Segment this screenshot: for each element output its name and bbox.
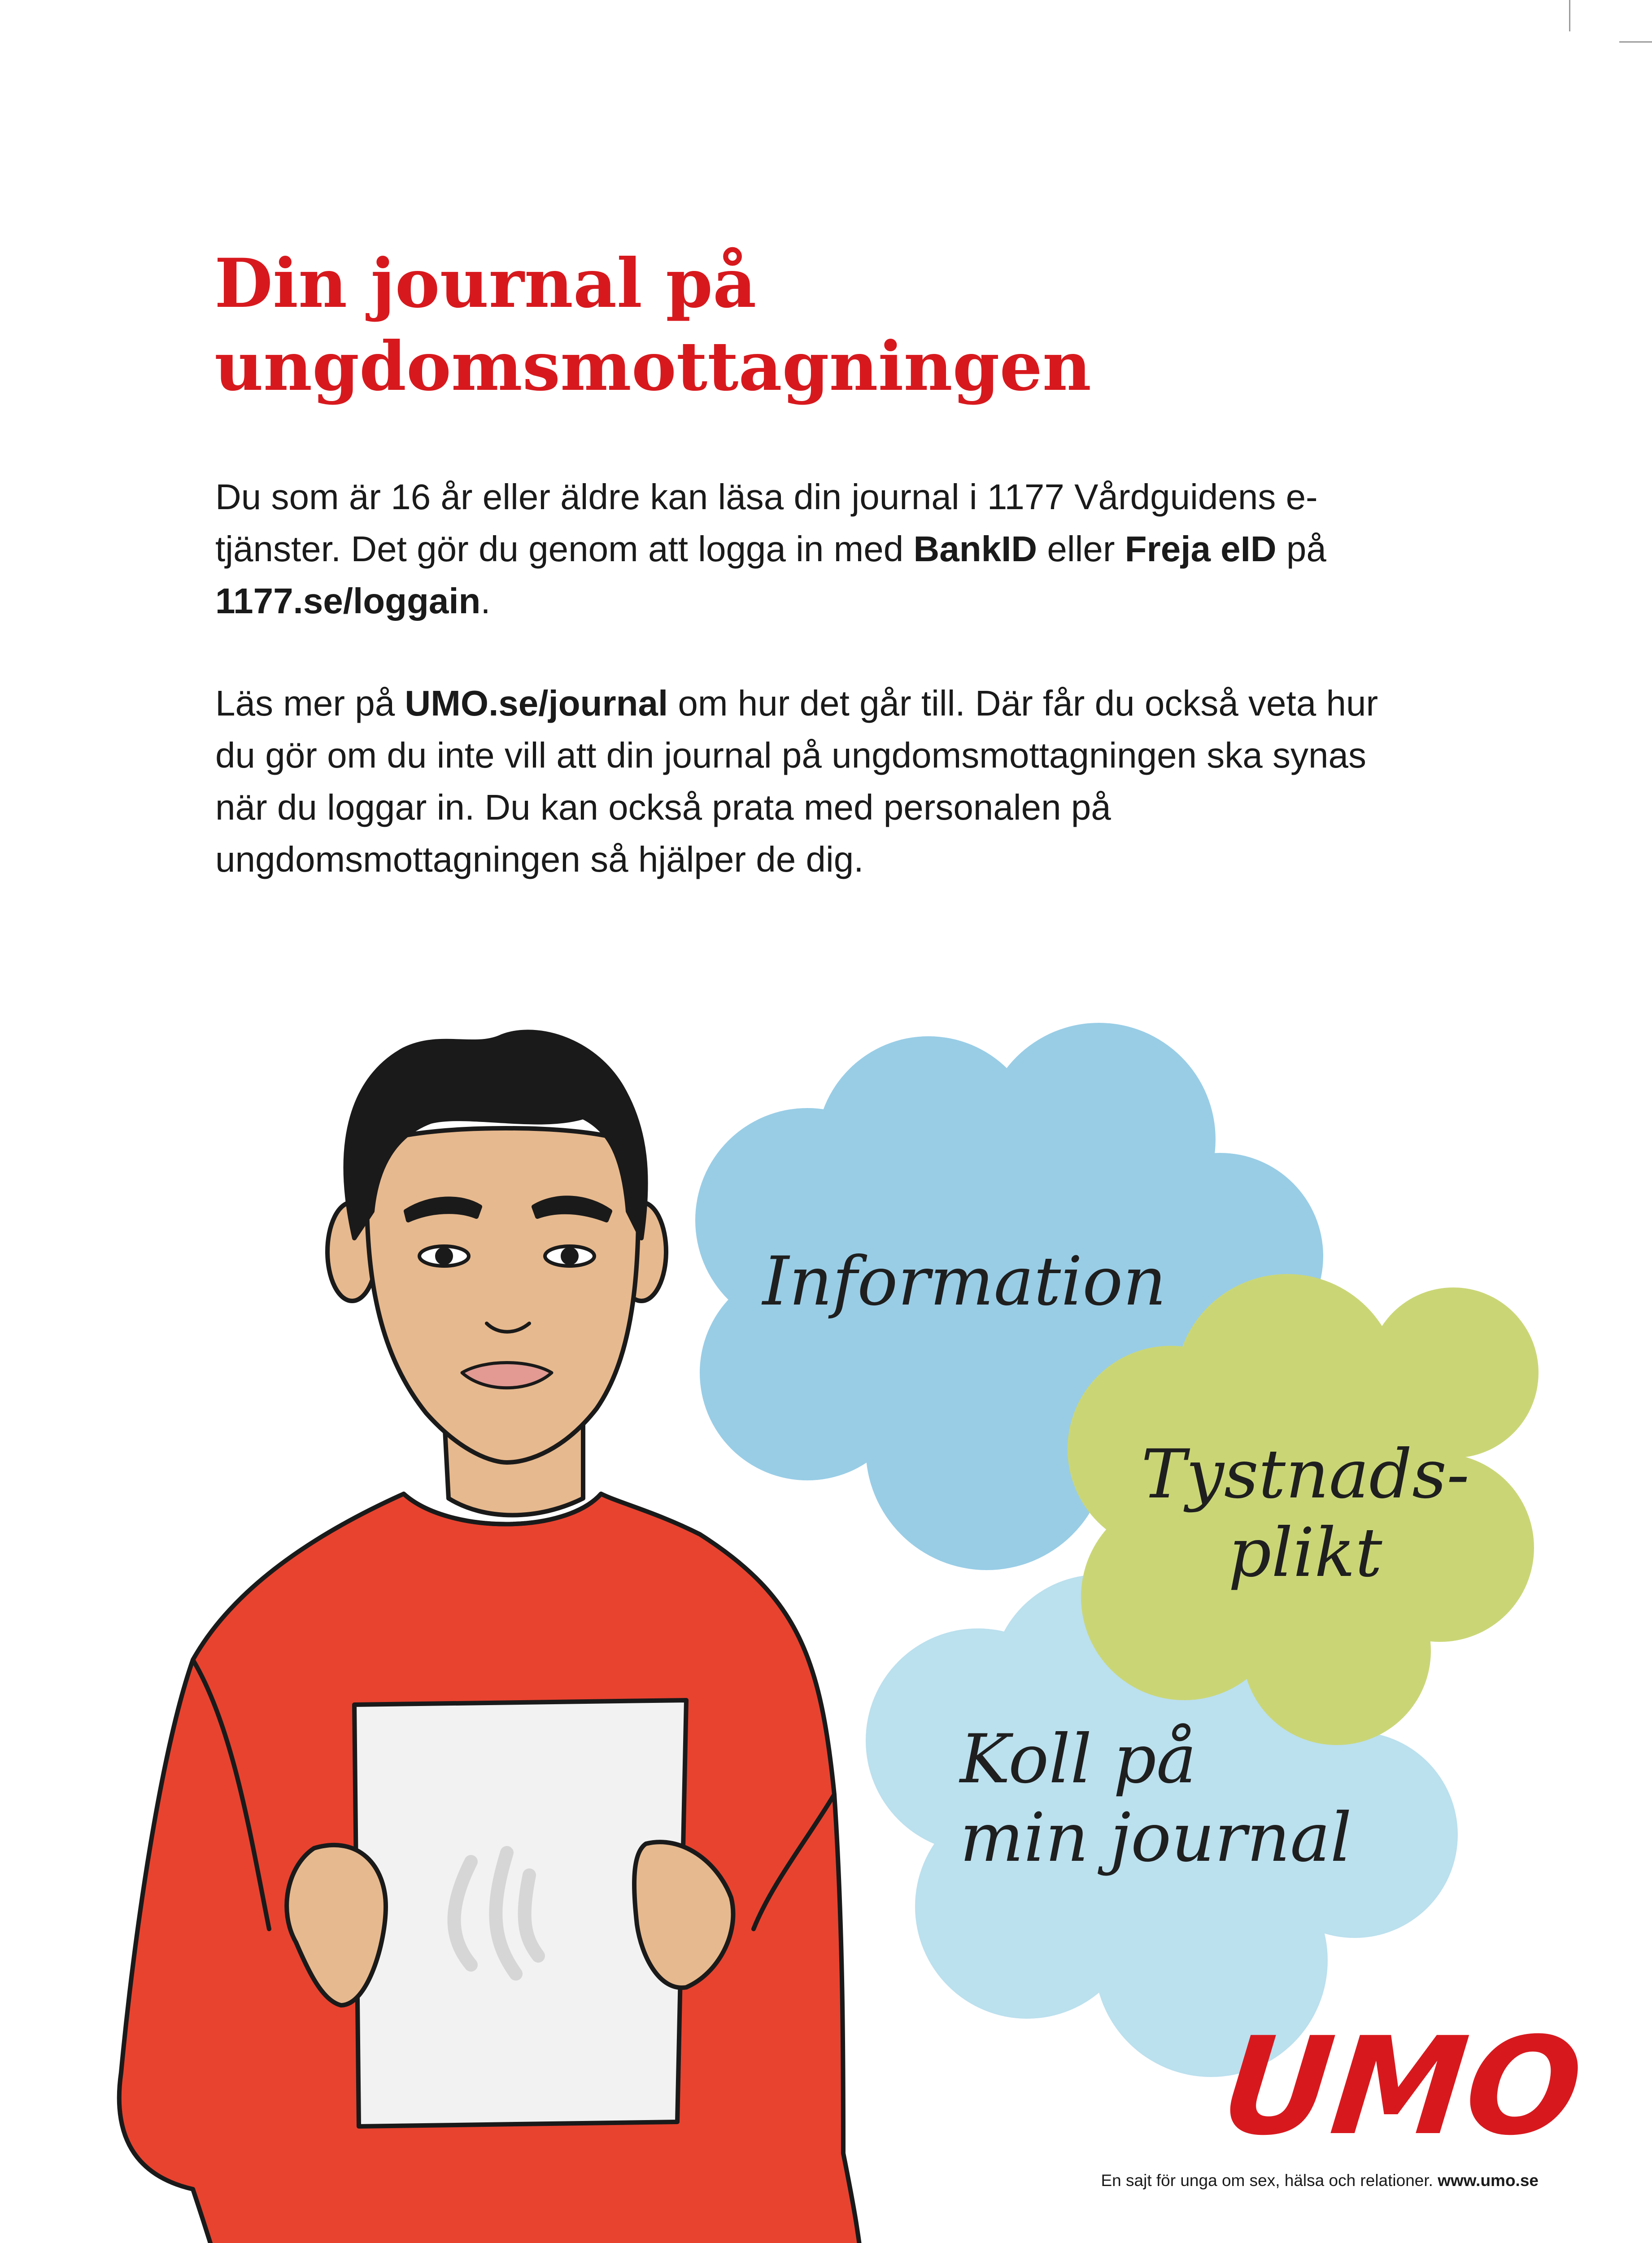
crop-mark	[1569, 0, 1570, 31]
face	[367, 1128, 638, 1462]
bankid-text: BankID	[913, 529, 1037, 569]
journal-label	[933, 1720, 1382, 1877]
information-text: Information	[762, 1243, 1167, 1321]
website-link[interactable]: www.umo.se	[1438, 2171, 1539, 2190]
p1-text-4: .	[480, 581, 491, 621]
umo-logo-text: UMO	[1215, 2008, 1589, 2165]
info-paragraph	[215, 677, 1417, 886]
intro-paragraph	[215, 471, 1417, 627]
p1-text-2: eller	[1037, 529, 1125, 569]
tystnadsplikt-label	[1068, 1436, 1543, 1593]
page-title	[214, 242, 1515, 408]
p2-text-2: om hur det går till. Där får du också veta hur du gör om du inte vill att din journal på ungdomsmottagningen ska synas när du loggar in. Du kan också prata med personalen på ungdomsmottagningen så hjälper de dig.	[215, 683, 1378, 879]
information-label	[736, 1243, 1193, 1321]
journal-line-2: min journal	[960, 1799, 1352, 1877]
umo-logo	[1215, 2005, 1589, 2165]
login-url-text: 1177.se/loggain	[215, 581, 481, 621]
tystnadsplikt-line-2: plikt	[1228, 1514, 1382, 1592]
journal-line-1: Koll på	[960, 1720, 1197, 1798]
crop-mark	[1619, 41, 1652, 43]
freja-eid-text: Freja eID	[1125, 529, 1277, 569]
p1-text-3: på	[1276, 529, 1326, 569]
p2-text-1: Läs mer på	[215, 683, 405, 723]
title-line-1: Din journal på	[214, 244, 757, 323]
tystnadsplikt-line-1: Tystnads-	[1141, 1436, 1469, 1514]
footer-tagline	[987, 2171, 1539, 2190]
umo-journal-url-text: UMO.se/journal	[405, 683, 668, 723]
title-line-2: ungdomsmottagningen	[214, 327, 1091, 406]
p1-text-1: Du som är 16 år eller äldre kan läsa din journal i 1177 Vårdguidens e-tjänster. Det gör du genom att logga in med	[215, 477, 1318, 569]
tagline-text: En sajt för unga om sex, hälsa och relationer.	[1101, 2171, 1438, 2190]
